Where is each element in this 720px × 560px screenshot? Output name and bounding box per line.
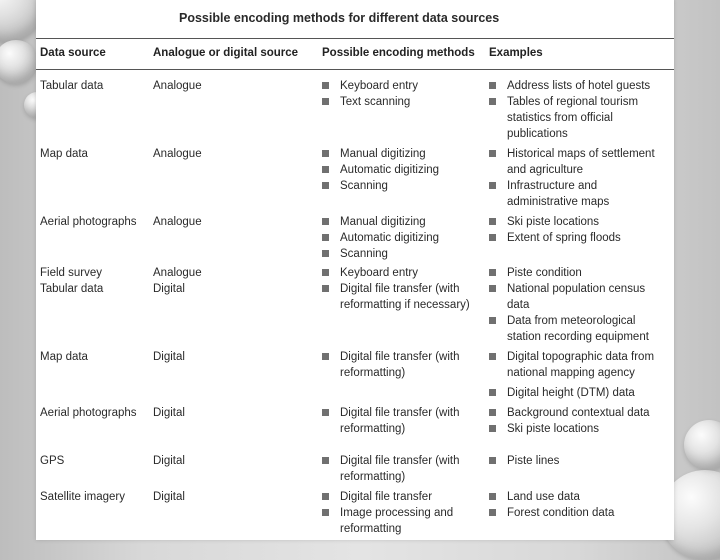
encoding-method-item: Digital file transfer [322, 489, 482, 505]
table-title: Possible encoding methods for different data sources [179, 11, 500, 25]
encoding-method-item: Digital file transfer (with reformatting if necessary) [322, 281, 482, 313]
example-item: National population census data [489, 281, 674, 313]
example-item: Land use data [489, 489, 674, 505]
row-source: Tabular data [40, 80, 104, 92]
example-item: Ski piste locations [489, 421, 674, 437]
encoding-method-item: Automatic digitizing [322, 230, 482, 246]
decorative-bubble [0, 40, 38, 84]
header-examples: Examples [489, 47, 543, 59]
encoding-method-item: Digital file transfer (with reformatting) [322, 453, 482, 485]
example-item: Digital topographic data from national mapping agency [489, 349, 674, 381]
encoding-method-item: Image processing and reformatting [322, 505, 482, 537]
row-source: Aerial photographs [40, 216, 137, 228]
row-type: Digital [153, 351, 185, 363]
row-type: Digital [153, 407, 185, 419]
encoding-method-item: Digital file transfer (with reformatting) [322, 405, 482, 437]
example-item: Extent of spring floods [489, 230, 674, 246]
encoding-method-item: Text scanning [322, 94, 482, 110]
example-item: Ski piste locations [489, 214, 674, 230]
example-item: Background contextual data [489, 405, 674, 421]
document-page [36, 0, 674, 540]
encoding-method-item: Keyboard entry [322, 265, 482, 281]
row-source: Map data [40, 351, 88, 363]
encoding-method-item: Scanning [322, 246, 482, 262]
example-item: Piste lines [489, 453, 674, 469]
example-item: Historical maps of settlement and agriculture [489, 146, 674, 178]
row-type: Analogue [153, 80, 202, 92]
row-source: Satellite imagery [40, 491, 126, 503]
example-item: Address lists of hotel guests [489, 78, 674, 94]
row-type: Analogue [153, 216, 202, 228]
encoding-method-item: Scanning [322, 178, 482, 194]
encoding-method-item: Manual digitizing [322, 214, 482, 230]
encoding-method-item: Automatic digitizing [322, 162, 482, 178]
encoding-method-item: Digital file transfer (with reformatting) [322, 349, 482, 381]
row-type: Analogue [153, 267, 202, 279]
header-analogue-digital: Analogue or digital source [153, 47, 299, 59]
example-item: Digital height (DTM) data [489, 385, 674, 401]
row-type: Digital [153, 491, 185, 503]
header-data-source: Data source [40, 47, 106, 59]
row-type: Digital [153, 455, 185, 467]
row-source: GPS [40, 455, 65, 467]
example-item: Forest condition data [489, 505, 674, 521]
encoding-method-item: Keyboard entry [322, 78, 482, 94]
example-item: Infrastructure and administrative maps [489, 178, 674, 210]
top-rule [36, 38, 674, 39]
example-item: Tables of regional tourism statistics from official publications [489, 94, 674, 142]
header-rule [36, 69, 674, 70]
decorative-bubble [684, 420, 720, 470]
row-source: Aerial photographs [40, 407, 137, 419]
row-source: Tabular data [40, 283, 104, 295]
row-source: Map data [40, 148, 88, 160]
row-source: Field survey [40, 267, 102, 279]
header-encoding-methods: Possible encoding methods [322, 47, 475, 59]
encoding-method-item: Manual digitizing [322, 146, 482, 162]
example-item: Piste condition [489, 265, 674, 281]
row-type: Analogue [153, 148, 202, 160]
example-item: Data from meteorological station recording equipment [489, 313, 674, 345]
row-type: Digital [153, 283, 185, 295]
